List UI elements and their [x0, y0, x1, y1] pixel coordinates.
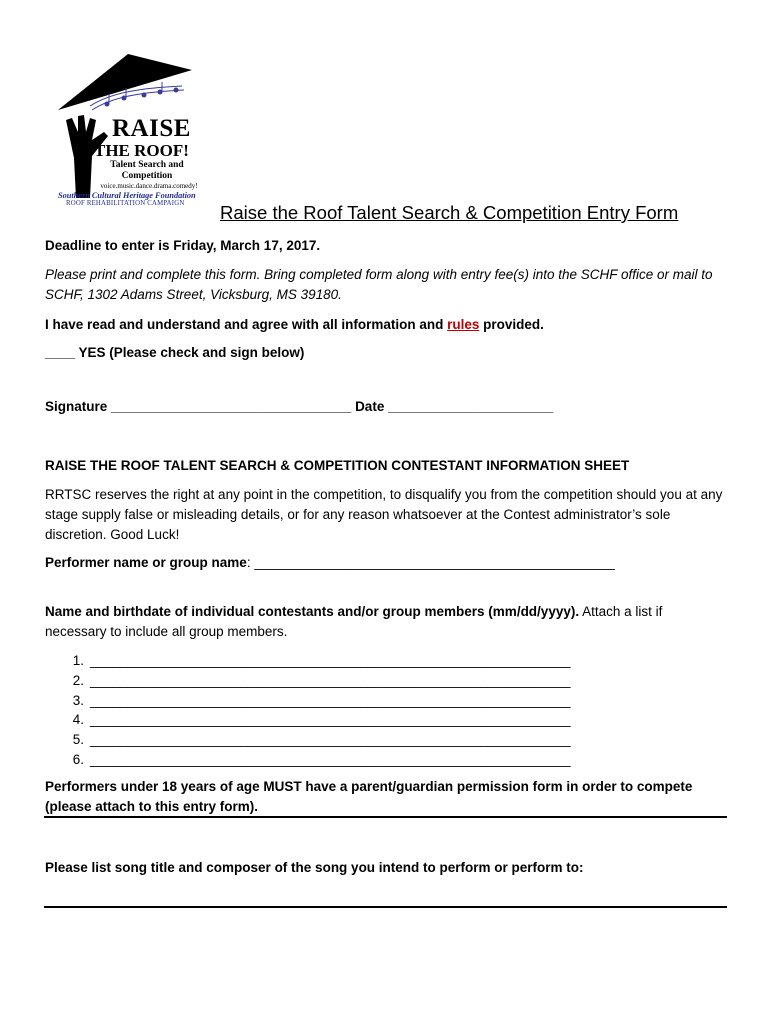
members-instructions: Name and birthdate of individual contestants and/or group members (mm/dd/yyyy). Attach a list if necessary to include all group members.: [45, 604, 663, 639]
logo-campaign: ROOF REHABILITATION CAMPAIGN: [66, 200, 185, 207]
signature-label: Signature: [45, 399, 108, 414]
performer-label: Performer name or group name: [45, 555, 247, 570]
song-answer-line[interactable]: [44, 906, 727, 908]
form-title: Raise the Roof Talent Search & Competition Entry Form: [220, 202, 679, 223]
divider-line: [44, 816, 727, 818]
logo-disciplines: voice.music.dance.drama.comedy!: [100, 182, 198, 190]
performer-row: Performer name or group name: ________________________________________________: [45, 555, 615, 570]
performer-field[interactable]: ________________________________________________: [250, 555, 615, 570]
disclaimer-text: RRTSC reserves the right at any point in the competition, to disqualify you from the competition should you at any stage supply false or misleading details, or for any reason whatsoever at the Contest administrator’s sole discretion. Good Luck!: [45, 487, 723, 542]
member-entry-line[interactable]: [64, 651, 571, 671]
member-field[interactable]: ________________________________________________________________: [90, 692, 571, 708]
member-field[interactable]: ________________________________________________________________: [90, 653, 571, 668]
member-entry-line[interactable]: [64, 710, 571, 730]
section-heading: RAISE THE ROOF TALENT SEARCH & COMPETITION CONTESTANT INFORMATION SHEET: [45, 458, 630, 473]
member-field[interactable]: ________________________________________________________________: [90, 672, 571, 688]
member-field[interactable]: ________________________________________________________________: [90, 751, 571, 767]
minors-notice: Performers under 18 years of age MUST have a parent/guardian permission form in order to compete (please attach to this entry form).: [45, 779, 693, 814]
logo-foundation: Southern Cultural Heritage Foundation: [58, 191, 196, 200]
raise-the-roof-logo: [52, 48, 212, 213]
member-entry-line[interactable]: [64, 671, 571, 691]
logo-subtitle: Talent Search and Competition: [110, 160, 184, 181]
member-entry-line[interactable]: [64, 730, 571, 750]
agreement-text: I have read and understand and agree with all information and rules provided.: [45, 317, 544, 332]
member-number: 3.: [72, 692, 84, 708]
date-label: Date: [355, 399, 385, 414]
member-number: 1.: [72, 653, 84, 668]
deadline-text: Deadline to enter is Friday, March 17, 2017.: [45, 238, 321, 253]
member-entry-line[interactable]: [64, 691, 571, 711]
song-prompt: Please list song title and composer of the song you intend to perform or perform to:: [45, 860, 584, 875]
member-entry-line[interactable]: [64, 750, 571, 770]
instructions-text: Please print and complete this form. Bring completed form along with entry fee(s) into the SCHF office or mail to SCHF, 1302 Adams Street, Vicksburg, MS 39180.: [45, 267, 713, 302]
member-number: 6.: [72, 751, 84, 767]
logo-the-roof-text: THE ROOF!: [94, 141, 189, 160]
yes-checkbox-line[interactable]: ____ YES (Please check and sign below): [45, 345, 305, 360]
logo-raise-text: RAISE: [112, 115, 191, 142]
date-field[interactable]: ______________________: [388, 399, 554, 414]
signature-field[interactable]: ________________________________: [111, 399, 352, 414]
member-number: 5.: [72, 732, 84, 748]
member-number: 2.: [72, 672, 84, 688]
members-list: [64, 651, 571, 770]
member-field[interactable]: ________________________________________________________________: [90, 712, 571, 728]
member-field[interactable]: ________________________________________________________________: [90, 732, 571, 748]
rules-link[interactable]: rules: [447, 317, 480, 332]
member-number: 4.: [72, 712, 84, 728]
signature-row: [45, 397, 553, 417]
